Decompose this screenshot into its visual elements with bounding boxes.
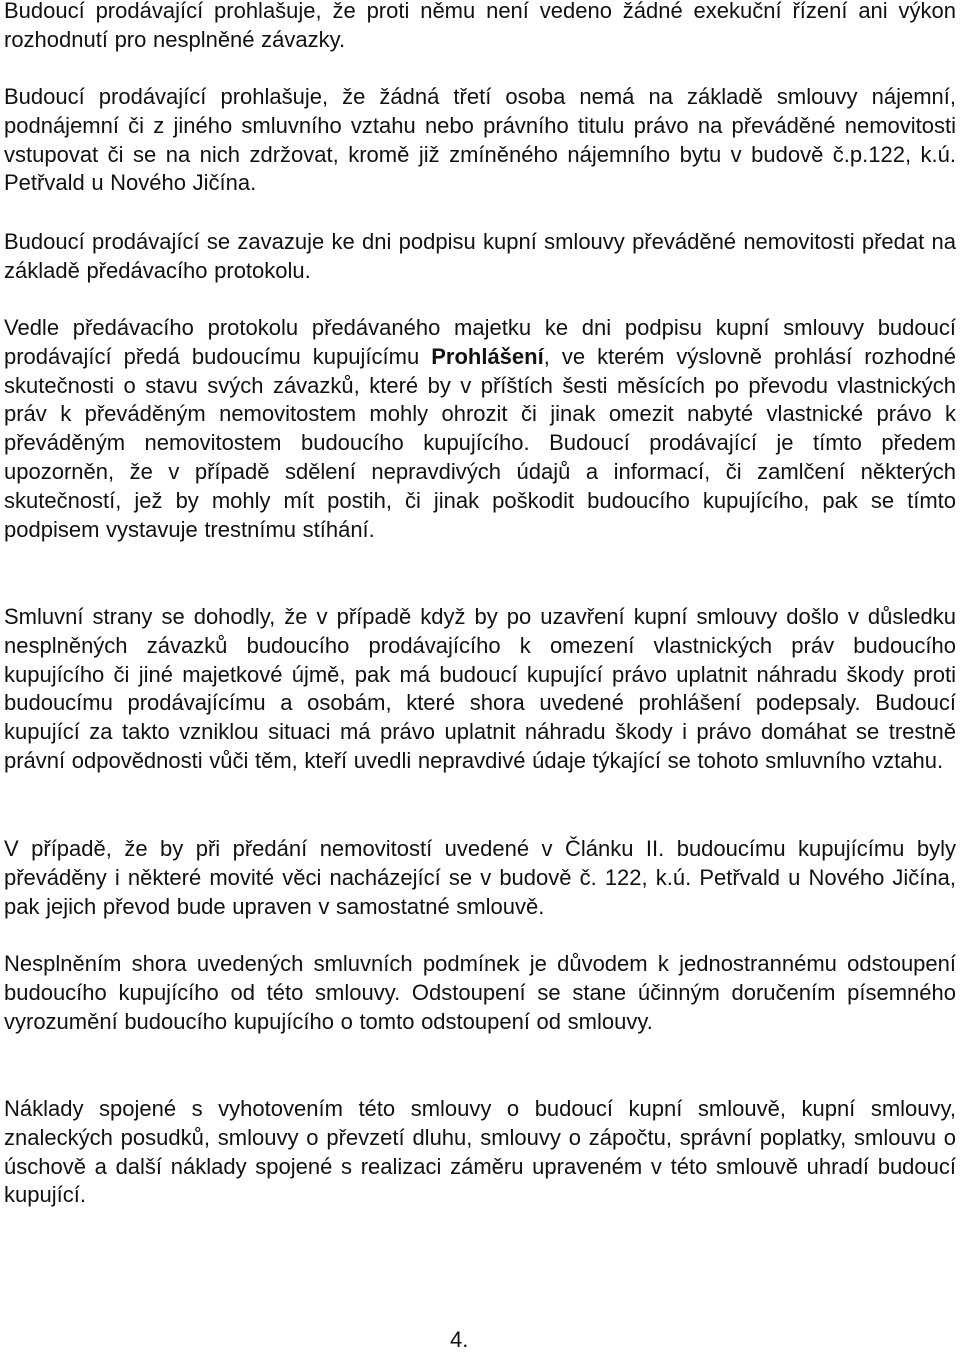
paragraph-movable-items: V případě, že by při předání nemovitostí uvedené v Článku II. budoucímu kupujícímu byly převáděny i některé movité věci nacházející se v budově č. 122, k.ú. Petřvald u Nového Jičína, pak jejich převod bude upraven v samostatné smlouvě. — [4, 836, 956, 919]
paragraph-withdrawal: Nesplněním shora uvedených smluvních podmínek je důvodem k jednostrannému odstoupení budoucího kupujícího od této smlouvy. Odstoupení se stane účinným doručením písemného vyrozumění budoucího kupujícího o tomto odstoupení od smlouvy. — [4, 951, 956, 1034]
paragraph-declaration — [4, 314, 956, 544]
paragraph-handover-protocol: Budoucí prodávající se zavazuje ke dni podpisu kupní smlouvy převáděné nemovitosti předat na základě předávacího protokolu. — [4, 229, 956, 283]
paragraph-costs: Náklady spojené s vyhotovením této smlouvy o budoucí kupní smlouvě, kupní smlouvy, znaleckých posudků, smlouvy o převzetí dluhu, smlouvy o zápočtu, správní poplatky, smlouvu o úschově a další náklady spojené s realizaci záměru upraveném v této smlouvě uhradí budoucí kupující. — [4, 1096, 956, 1208]
declaration-text-after: , ve kterém výslovně prohlásí rozhodné skutečnosti o stavu svých závazků, které by v příštích šesti měsících po převodu vlastnických práv k převáděným nemovitostem mohly ohrozit či jinak omezit nabyté vlastnické právo k převáděným nemovitostem budoucího kupujícího. Budoucí prodávající je tímto předem upozorněn, že v případě sdělení nepravdivých údajů a informací, či zamlčení některých skutečností, jež by mohly mít postih, či jinak poškodit budoucího kupujícího, pak se tímto podpisem vystavuje trestnímu stíhání. — [4, 343, 957, 542]
paragraph-damages: Smluvní strany se dohodly, že v případě když by po uzavření kupní smlouvy došlo v důsledku nesplněných závazků budoucího prodávajícího k omezení vlastnických práv budoucího kupujícího či jiné majetkové újmě, pak má budoucí kupující právo uplatnit náhradu škody proti budoucímu prodávajícímu a osobám, které shora uvedené prohlášení podepsaly. Budoucí kupující za takto vzniklou situaci má právo uplatnit náhradu škody i právo domáhat se trestně právní odpovědnosti vůči těm, kteří uvedli nepravdivé údaje týkající se tohoto smluvního vztahu. — [4, 604, 956, 773]
declaration-text-before: Vedle předávacího protokolu předávaného majetku ke dni podpisu kupní smlouvy budoucí prodávající předá budoucímu kupujícímu — [4, 315, 956, 369]
paragraph-no-third-party-rights: Budoucí prodávající prohlašuje, že žádná třetí osoba nemá na základě smlouvy nájemní, podnájemní či z jiného smluvního vztahu nebo právního titulu právo na převáděné nemovitosti vstupovat či se na nich zdržovat, kromě již zmíněného nájemního bytu v budově č.p.122, k.ú. Petřvald u Nového Jičína. — [4, 84, 956, 196]
declaration-bold-term: Prohlášení — [431, 343, 544, 369]
paragraph-no-execution: Budoucí prodávající prohlašuje, že proti němu není vedeno žádné exekuční řízení ani výkon rozhodnutí pro nesplněné závazky. — [4, 0, 956, 52]
page-number: 4. — [450, 1327, 469, 1352]
